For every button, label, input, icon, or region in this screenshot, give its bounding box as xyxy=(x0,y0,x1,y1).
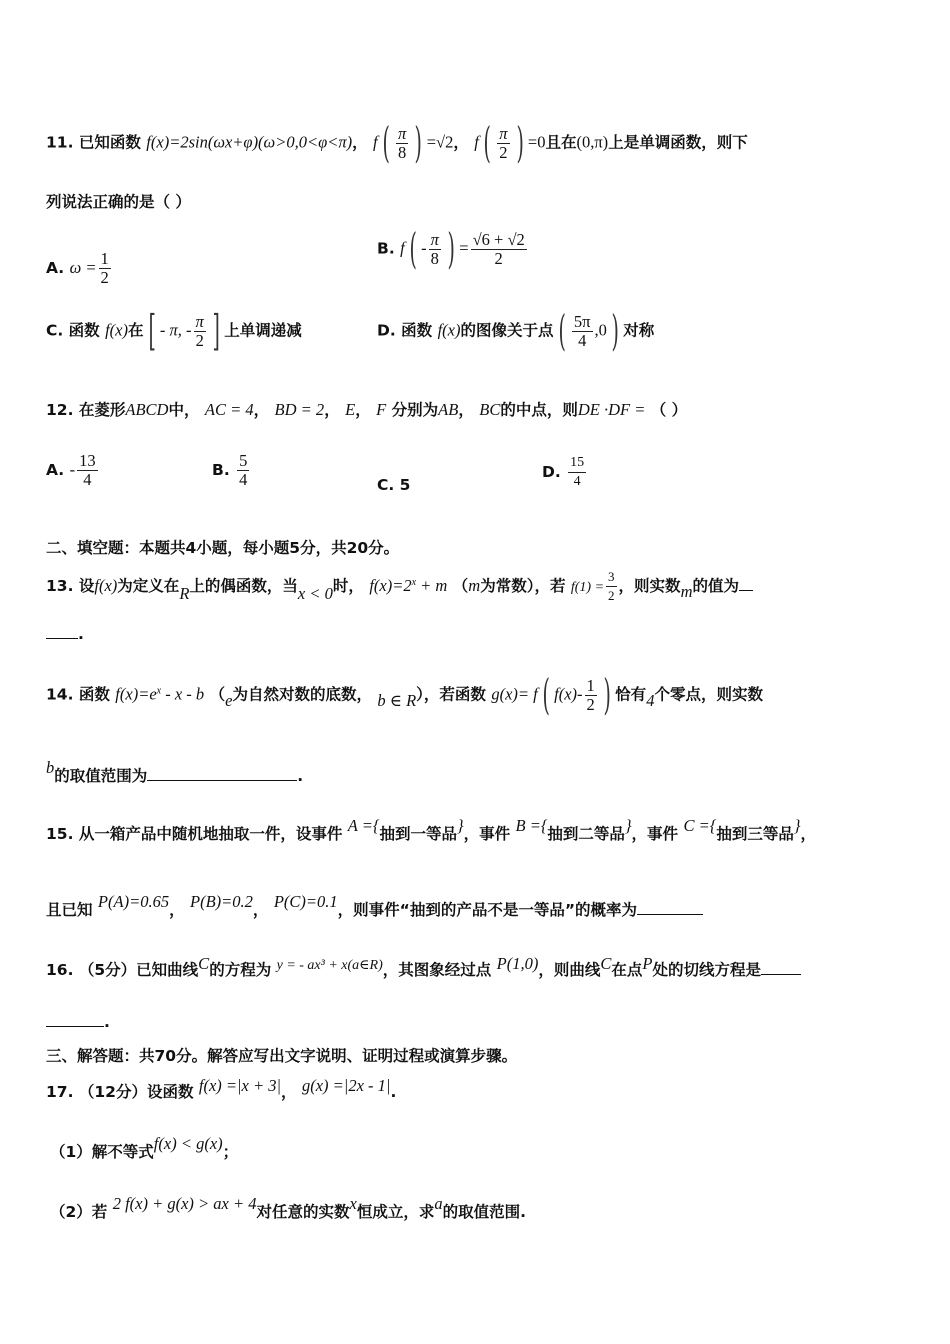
section3-heading: 三、解答题：共70分。解答应写出文字说明、证明过程或演算步骤。 xyxy=(46,1047,518,1065)
q13-line2: . xyxy=(46,624,910,643)
q16-answer-blank[interactable] xyxy=(46,1012,104,1027)
q16-line: 16. （5分）已知曲线C的方程为 y = - ax³ + x(a∈R)，其图象经过点 P(1,0)，则曲线C在点P处的切线方程是 xyxy=(46,958,910,980)
q12-line: 12. 在菱形ABCD中， AC = 4， BD = 2， E， F 分别为AB， BC的中点，则DE ·DF = （ ） xyxy=(46,400,688,419)
q12-optA: A. - $\frac{13}{4}$ xyxy=(46,451,96,489)
q14-line2: b的取值范围为 . xyxy=(46,758,304,785)
q16-line2: . xyxy=(46,1012,910,1031)
q14-answer-blank[interactable] xyxy=(147,766,297,781)
q13-answer-blank[interactable] xyxy=(46,624,78,639)
q11-optD: D. 函数 f(x)的图像关于点 ( $\frac{5\pi}{4}$ ,0 ) 对称 xyxy=(377,306,655,355)
section2-heading: 二、填空题：本题共4小题，每小题5分，共20分。 xyxy=(46,539,400,557)
q12-optD: D. $\frac{15}{4}$ xyxy=(542,455,585,489)
q11-line2: 列说法正确的是（ ） xyxy=(46,193,191,211)
q17-line: 17. （12分）设函数 f(x) =|x + 3|， g(x) =|2x - 1|. xyxy=(46,1076,397,1101)
q15-line2: 且已知 P(A)=0.65， P(B)=0.2， P(C)=0.1，则事件“抽到的产品不是一等品”的概率为 xyxy=(46,898,910,920)
q11-optB: B. f ( - $\frac{\pi}{8}$ ) = $\frac{√6 + √2}{2}$ xyxy=(377,224,525,273)
frac-pi-8: $\frac{\pi}{8}$ xyxy=(398,123,407,162)
frac-pi-2: $\frac{\pi}{2}$ xyxy=(499,123,508,162)
q12-optC: C. 5 xyxy=(377,476,411,494)
q13-line: 13. 设f(x)为定义在R上的偶函数，当x < 0时， $f(x)=2^x + m$ （m为常数），若 f(1) = $\frac{3}{2}$ ，则实数m的值为 xyxy=(46,568,910,605)
q11-optA: A. ω = $\frac{1}{2}$ xyxy=(46,249,109,287)
q11-optC: C. 函数 f(x)在 [ - π, - $\frac{\pi}{2}$ ] 上单调递减 xyxy=(46,306,302,355)
q15-line: 15. 从一箱产品中随机地抽取一件，设事件 A ={抽到一等品}，事件 B ={抽到二等品}，事件 C ={抽到三等品}， xyxy=(46,816,816,843)
q11-line1: 11. 已知函数 f(x)=2sin(ωx+φ)(ω>0,0<φ<π)， f ( $\frac{\pi}{8}$ ) =√2， f ( $\frac{\pi}{2}$ ) =0且在(0,π)上是单调函数，则下 xyxy=(46,118,748,167)
q12-optB: B. $\frac{5}{4}$ xyxy=(212,451,248,489)
q15-answer-blank[interactable] xyxy=(637,900,703,915)
q17-part2: （2）若 2 f(x) + g(x) > ax + 4对任意的实数x恒成立，求a的取值范围. xyxy=(50,1194,527,1221)
q12-options xyxy=(46,452,910,502)
q14-line: 14. 函数 $f(x)=e^x - x - b$ （e为自然对数的底数， b ∈ R），若函数 g(x)= f ( f(x)- $\frac{1}{2}$ ) 恰有4个零点，则实数 xyxy=(46,670,763,719)
q17-part1: （1）解不等式f(x) < g(x)； xyxy=(50,1134,239,1161)
